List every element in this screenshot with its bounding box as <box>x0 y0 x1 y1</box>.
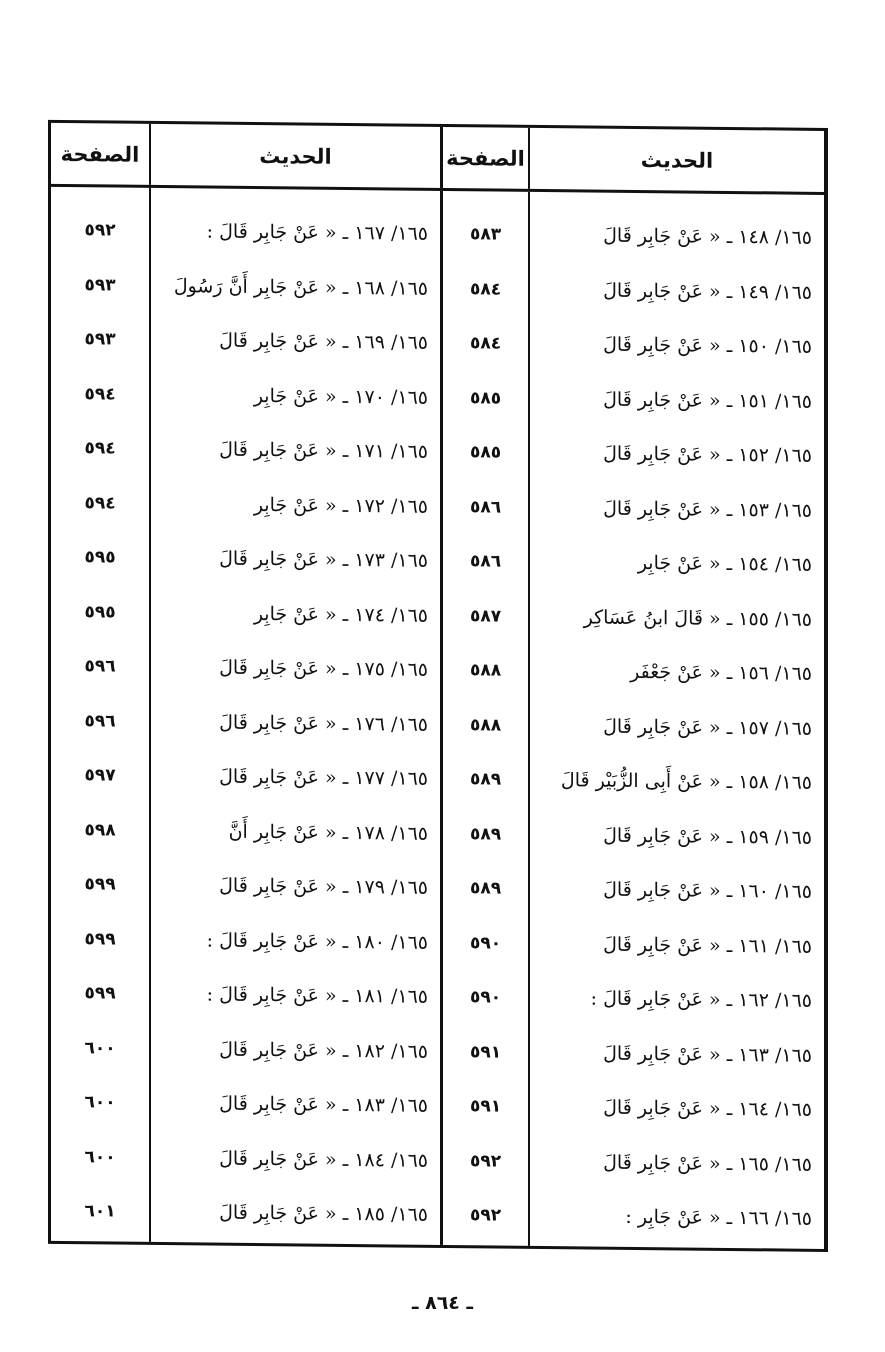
page-ref: ٥٩٣ <box>84 274 116 296</box>
page-number <box>0 1292 885 1314</box>
hadith-entry: ١٦٥/ ١٧٣ ـ « عَنْ جَابِر قَالَ <box>219 547 428 573</box>
page-ref: ٥٩٠ <box>469 933 502 954</box>
page-ref: ٥٨٥ <box>469 442 502 463</box>
page-ref: ٥٩٦ <box>84 656 116 677</box>
hadith-entry: ١٦٥/ ١٥٩ ـ « عَنْ جَابِر قَالَ <box>603 824 812 849</box>
hadith-entry: ١٦٥/ ١٥٠ ـ « عَنْ جَابِر قَالَ <box>603 333 812 359</box>
hadith-entry: ١٦٥/ ١٨١ ـ « عَنْ جَابِر قَالَ : <box>206 983 428 1009</box>
hadith-entry: ١٦٥/ ١٧٦ ـ « عَنْ جَابِر قَالَ <box>219 711 428 736</box>
hadith-entry: ١٦٥/ ١٧٠ ـ « عَنْ جَابِر <box>253 384 428 409</box>
right-hadith-column <box>528 192 824 1249</box>
hadith-entry: ١٦٥/ ١٦٦ ـ « عَنْ جَابِر : <box>625 1206 812 1231</box>
page-ref: ٥٨٧ <box>469 606 502 627</box>
page-ref: ٥٩٢ <box>469 1151 502 1172</box>
hadith-entry: ١٦٥/ ١٨٠ ـ « عَنْ جَابِر قَالَ : <box>206 929 428 954</box>
page-ref: ٦٠٠ <box>84 1092 116 1113</box>
page-ref: ٥٩٨ <box>84 819 116 841</box>
hadith-entry: ١٦٥/ ١٧٢ ـ « عَنْ جَابِر <box>253 493 428 518</box>
left-page-column <box>51 187 149 1242</box>
page-ref: ٦٠٠ <box>84 1037 116 1059</box>
page-ref: ٥٩٤ <box>84 383 116 405</box>
hadith-entry: ١٦٥/ ١٦٠ ـ « عَنْ جَابِر قَالَ <box>603 878 812 904</box>
hadith-entry: ١٦٥/ ١٨٤ ـ « عَنْ جَابِر قَالَ <box>219 1147 428 1172</box>
hadith-entry: ١٦٥/ ١٥٧ ـ « عَنْ جَابِر قَالَ <box>603 715 812 740</box>
page-ref: ٦٠٠ <box>84 1146 116 1168</box>
page-ref: ٥٨٤ <box>469 333 502 354</box>
hadith-entry: ١٦٥/ ١٥١ ـ « عَنْ جَابِر قَالَ <box>603 388 812 413</box>
page-ref: ٥٩٥ <box>84 547 116 568</box>
page-ref: ٥٨٦ <box>469 497 502 518</box>
page-ref: ٥٩٤ <box>84 438 116 459</box>
left-hadith-column <box>149 188 440 1245</box>
hadith-entry: ١٦٥/ ١٧٤ ـ « عَنْ جَابِر <box>253 602 428 627</box>
page-ref: ٥٨٩ <box>469 878 502 899</box>
page-ref: ٥٨٦ <box>469 551 502 572</box>
page-ref: ٥٨٤ <box>469 279 502 300</box>
table-body <box>51 187 824 1249</box>
hadith-entry: ١٦٥/ ١٦٥ ـ « عَنْ جَابِر قَالَ <box>603 1151 812 1176</box>
hadith-entry: ١٦٥/ ١٥٣ ـ « عَنْ جَابِر قَالَ <box>603 497 812 522</box>
page-ref: ٥٩٢ <box>84 220 116 241</box>
page-ref: ٥٨٥ <box>469 388 502 409</box>
hadith-entry: ١٦٥/ ١٨٥ ـ « عَنْ جَابِر قَالَ <box>219 1201 428 1227</box>
table-header-row <box>51 123 824 195</box>
hadith-entry: ١٦٥/ ١٧٩ ـ « عَنْ جَابِر قَالَ <box>219 874 428 900</box>
hadith-entry: ١٦٥/ ١٥٥ ـ « قَالَ ابنُ عَسَاكِر <box>583 606 812 631</box>
page-ref: ٥٩٥ <box>84 601 116 623</box>
page-ref: ٥٩٩ <box>84 983 116 1004</box>
hadith-entry: ١٦٥/ ١٦٢ ـ « عَنْ جَابِر قَالَ : <box>590 987 812 1013</box>
hadith-index-table <box>48 120 828 1252</box>
hadith-entry: ١٦٥/ ١٨٣ ـ « عَنْ جَابِر قَالَ <box>219 1092 428 1118</box>
header-page-right: الصفحة <box>440 127 528 189</box>
hadith-entry: ١٦٥/ ١٦٧ ـ « عَنْ جَابِر قَالَ : <box>206 220 428 246</box>
hadith-entry: ١٦٥/ ١٧١ ـ « عَنْ جَابِر قَالَ <box>219 438 428 464</box>
hadith-entry: ١٦٥/ ١٥٨ ـ « عَنْ أَبِى الزُّبَيْر قَالَ <box>560 769 812 795</box>
page-ref: ٥٩٠ <box>469 987 502 1008</box>
right-page-column <box>440 191 528 1246</box>
hadith-entry: ١٦٥/ ١٤٨ ـ « عَنْ جَابِر قَالَ <box>603 224 812 250</box>
page-ref: ٥٩٩ <box>84 874 116 895</box>
page-ref: ٥٨٨ <box>469 715 502 736</box>
hadith-entry: ١٦٥/ ١٥٦ ـ « عَنْ جَعْفَر <box>630 661 812 686</box>
hadith-entry: ١٦٥/ ١٦٨ ـ « عَنْ جَابِر أَنَّ رَسُولَ <box>173 274 428 300</box>
header-page-left: الصفحة <box>60 141 140 167</box>
hadith-entry: ١٦٥/ ١٥٢ ـ « عَنْ جَابِر قَالَ <box>603 442 812 468</box>
hadith-entry: ١٦٥/ ١٥٤ ـ « عَنْ جَابِر <box>637 552 812 577</box>
page-ref: ٥٨٨ <box>469 660 502 681</box>
page-ref: ٥٩٤ <box>84 492 116 514</box>
page-ref: ٥٩٩ <box>84 928 116 950</box>
header-hadith-left: الحديث <box>149 124 440 188</box>
page-ref: ٥٩٧ <box>84 765 116 786</box>
hadith-entry: ١٦٥/ ١٦٣ ـ « عَنْ جَابِر قَالَ <box>603 1042 812 1067</box>
header-hadith-right: الحديث <box>528 128 824 192</box>
page-ref: ٥٩٣ <box>84 329 116 350</box>
hadith-entry: ١٦٥/ ١٤٩ ـ « عَنْ جَابِر قَالَ <box>603 279 812 304</box>
hadith-entry: ١٦٥/ ١٧٥ ـ « عَنْ جَابِر قَالَ <box>219 656 428 682</box>
hadith-entry: ١٦٥/ ١٦٤ ـ « عَنْ جَابِر قَالَ <box>603 1096 812 1122</box>
hadith-entry: ١٦٥/ ١٧٧ ـ « عَنْ جَابِر قَالَ <box>219 765 428 791</box>
page-ref: ٥٩١ <box>469 1042 502 1063</box>
page-ref: ٥٨٣ <box>469 224 502 245</box>
page-ref: ٥٩٦ <box>84 710 116 732</box>
page-ref: ٦٠١ <box>84 1201 116 1222</box>
hadith-entry: ١٦٥/ ١٨٢ ـ « عَنْ جَابِر قَالَ <box>219 1038 428 1063</box>
page-ref: ٥٨٩ <box>469 824 502 845</box>
hadith-entry: ١٦٥/ ١٦١ ـ « عَنْ جَابِر قَالَ <box>603 933 812 958</box>
page-ref: ٥٩٢ <box>469 1205 502 1226</box>
page-number-text: ـ ٨٦٤ ـ <box>411 1292 473 1314</box>
hadith-entry: ١٦٥/ ١٧٨ ـ « عَنْ جَابِر أَنَّ <box>228 820 428 845</box>
hadith-entry: ١٦٥/ ١٦٩ ـ « عَنْ جَابِر قَالَ <box>219 329 428 355</box>
page-ref: ٥٨٩ <box>469 769 502 790</box>
page-ref: ٥٩١ <box>469 1096 502 1117</box>
